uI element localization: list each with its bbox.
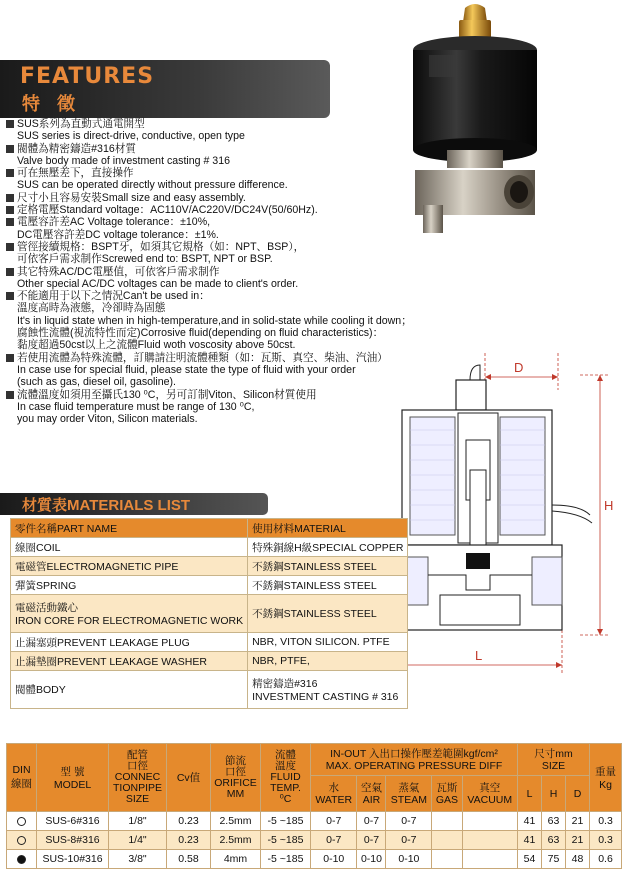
feature-line-text: It's in liquid state when in high-temperature,and in solid-state while cooling it down； — [17, 314, 412, 327]
spec-cell-steam: 0-7 — [386, 812, 432, 831]
feature-line-text: SUS can be operated directly without pressure difference. — [17, 179, 288, 192]
feature-line-text: 溫度高時為液態，冷卻時為固態 — [17, 302, 166, 315]
materials-row — [11, 557, 408, 576]
feature-line — [6, 253, 426, 265]
din-indicator-icon — [17, 817, 26, 826]
spec-cell-steam: 0-10 — [386, 850, 432, 869]
feature-line — [6, 167, 426, 179]
spec-cell-cv: 0.23 — [167, 831, 211, 850]
spec-row — [7, 812, 622, 831]
feature-line — [6, 376, 426, 388]
bullet-square-icon — [6, 120, 14, 128]
spec-cell-model: SUS-6#316 — [37, 812, 109, 831]
spec-cell-model: SUS-8#316 — [37, 831, 109, 850]
bullet-square-icon — [6, 268, 14, 276]
materials-cell-text: 電磁管ELECTROMAGNETIC PIPE — [15, 560, 179, 573]
feature-line — [6, 266, 426, 278]
spec-cell-temp: -5 ~185 — [261, 850, 311, 869]
materials-row — [11, 671, 408, 709]
materials-cell-part — [11, 652, 248, 671]
feature-line-text: 腐蝕性流體(視流特性而定)Corrosive fluid(depending on fluid characteristics)： — [17, 327, 384, 340]
feature-line-text: 尺寸小且容易安裝Small size and easy assembly. — [17, 191, 246, 204]
spec-cell-water: 0-7 — [311, 831, 357, 850]
spec-subheader-size: L — [518, 776, 542, 812]
feature-line-text: 管徑接續規格：BSPT牙，如須其它規格（如：NPT、BSP）， — [17, 240, 305, 253]
spec-cell-d: 21 — [566, 812, 590, 831]
spec-cell-vacuum — [462, 831, 517, 850]
feature-line — [6, 155, 426, 167]
spec-cell-gas — [432, 812, 462, 831]
bullet-square-icon — [6, 206, 14, 214]
feature-line — [6, 413, 426, 425]
dim-d-label: D — [514, 360, 524, 375]
features-title-zh: 特 徵 — [22, 94, 82, 114]
materials-cell-text: 不銹鋼STAINLESS STEEL — [252, 579, 377, 592]
spec-cell-water: 0-7 — [311, 812, 357, 831]
materials-header-part: 零件名稱PART NAME — [11, 519, 248, 538]
feature-line-text: 閥體為精密鑄造#316材質 — [17, 142, 136, 155]
spec-cell-conn: 3/8" — [109, 850, 167, 869]
feature-line — [6, 352, 426, 364]
valve-photo — [395, 0, 555, 235]
spec-cell-temp: -5 ~185 — [261, 831, 311, 850]
spec-cell-orifice: 4mm — [211, 850, 261, 869]
feature-line-text: 可依客戶需求制作Screwed end to: BSPT, NPT or BSP. — [17, 253, 273, 266]
spec-cell-model: SUS-10#316 — [37, 850, 109, 869]
feature-line-text: DC電壓容許差DC voltage tolerance：±1%. — [17, 228, 219, 241]
spec-row — [7, 831, 622, 850]
materials-cell-material — [248, 576, 408, 595]
materials-row — [11, 652, 408, 671]
materials-cell-text: 彈簧SPRING — [15, 579, 77, 592]
materials-cell-text: 閥體BODY — [15, 684, 66, 696]
materials-row — [11, 538, 408, 557]
spec-subheader-pressure: 空氣 AIR — [357, 776, 386, 812]
bullet-square-icon — [6, 243, 14, 251]
materials-cell-part — [11, 595, 248, 633]
bullet-square-icon — [6, 218, 14, 226]
spec-cell-kg: 0.3 — [590, 831, 622, 850]
feature-line — [6, 290, 426, 302]
materials-row — [11, 633, 408, 652]
spec-cell-conn: 1/4" — [109, 831, 167, 850]
materials-cell-text: 止漏塞頭PREVENT LEAKAGE PLUG — [15, 636, 190, 649]
spec-header-cv: Cv值 — [167, 744, 211, 812]
spec-cell-conn: 1/8" — [109, 812, 167, 831]
materials-cell-material — [248, 595, 408, 633]
spec-cell-orifice: 2.5mm — [211, 831, 261, 850]
feature-line — [6, 204, 426, 216]
spec-cell-h: 75 — [542, 850, 566, 869]
feature-line — [6, 241, 426, 253]
feature-line — [6, 339, 426, 351]
materials-cell-text: 不銹鋼STAINLESS STEEL — [252, 560, 377, 573]
feature-line — [6, 143, 426, 155]
spec-row — [7, 850, 622, 869]
feature-line-text: SUS系列為直動式通電開型 — [17, 118, 145, 130]
materials-cell-text: IRON CORE FOR ELECTROMAGNETIC WORK — [15, 615, 244, 627]
spec-subheader-pressure: 水 WATER — [311, 776, 357, 812]
spec-cell-kg: 0.3 — [590, 812, 622, 831]
spec-header-temp: 流體 溫度 FLUID TEMP. ⁰C — [261, 744, 311, 812]
spec-cell-water: 0-10 — [311, 850, 357, 869]
bullet-square-icon — [6, 145, 14, 153]
materials-row — [11, 595, 408, 633]
spec-subheader-pressure: 真空 VACUUM — [462, 776, 517, 812]
feature-line-text: (such as gas, diesel oil, gasoline). — [17, 376, 176, 389]
spec-cell-h: 63 — [542, 831, 566, 850]
spec-cell-d: 21 — [566, 831, 590, 850]
spec-cell-air: 0-10 — [357, 850, 386, 869]
feature-line — [6, 130, 426, 142]
spec-cell-cv: 0.58 — [167, 850, 211, 869]
spec-header-weight: 重量 Kg — [590, 744, 622, 812]
materials-header-row — [11, 519, 408, 538]
spec-cell-steam: 0-7 — [386, 831, 432, 850]
feature-line — [6, 216, 426, 228]
spec-header-orifice: 節流 口徑 ORIFICE MM — [211, 744, 261, 812]
materials-cell-material — [248, 652, 408, 671]
spec-subheader-size: H — [542, 776, 566, 812]
feature-line — [6, 302, 426, 314]
spec-cell-cv: 0.23 — [167, 812, 211, 831]
feature-line-text: 若使用流體為特殊流體，訂購請注明流體種類（如：瓦斯、真空、柴油、汽油） — [17, 351, 388, 364]
feature-line — [6, 192, 426, 204]
feature-line-text: In case use for special fluid, please state the type of fluid with your order — [17, 363, 356, 376]
materials-cell-material — [248, 671, 408, 709]
feature-line-text: 定格電壓Standard voltage：AC110V/AC220V/DC24V(50/60Hz). — [17, 204, 318, 217]
materials-cell-text: 精密鑄造#316 — [252, 678, 318, 690]
feature-line-text: 流體溫度如須用至攝氏130 ⁰C，另可訂制Viton、Silicon材質使用 — [17, 388, 317, 401]
feature-line-text: you may order Viton, Silicon materials. — [17, 413, 198, 426]
feature-line-text: In case fluid temperature must be range of 130 ⁰C, — [17, 400, 255, 413]
bullet-square-icon — [6, 391, 14, 399]
feature-line-text: 不能適用于以下之情況Can't be used in： — [17, 290, 210, 303]
feature-line — [6, 389, 426, 401]
materials-cell-part — [11, 633, 248, 652]
spec-header-model: 型 號 MODEL — [37, 744, 109, 812]
feature-line — [6, 118, 426, 130]
materials-cell-part — [11, 538, 248, 557]
feature-line — [6, 278, 426, 290]
feature-line-text: 黏度超過50cst以上之流體Fluid woth voscosity above 50cst. — [17, 339, 296, 352]
spec-cell-gas — [432, 850, 462, 869]
feature-line — [6, 315, 426, 327]
spec-cell-vacuum — [462, 850, 517, 869]
features-title: FEATURES — [20, 64, 155, 89]
feature-line — [6, 179, 426, 191]
spec-cell-orifice: 2.5mm — [211, 812, 261, 831]
spec-header-connect: 配管 口徑 CONNEC TIONPIPE SIZE — [109, 744, 167, 812]
feature-line-text: Other special AC/DC voltages can be made to client's order. — [17, 277, 299, 290]
materials-cell-text: INVESTMENT CASTING # 316 — [252, 691, 399, 703]
spec-subheader-size: D — [566, 776, 590, 812]
materials-cell-text: 不銹鋼STAINLESS STEEL — [252, 608, 377, 620]
materials-cell-part — [11, 576, 248, 595]
feature-line-text: 電壓容許差AC Voltage tolerance：±10%, — [17, 216, 211, 229]
materials-cell-text: NBR, PTFE, — [252, 655, 310, 667]
materials-cell-text: NBR, VITON SILICON. PTFE — [252, 636, 390, 648]
materials-table — [10, 518, 408, 709]
din-indicator-icon — [17, 855, 26, 864]
spec-header-din: DIN 線圈 — [7, 744, 37, 812]
spec-cell-gas — [432, 831, 462, 850]
features-list — [6, 118, 426, 425]
spec-cell-h: 63 — [542, 812, 566, 831]
feature-line-text: 其它特殊AC/DC電壓值，可依客戶需求制作 — [17, 265, 220, 278]
spec-cell-temp: -5 ~185 — [261, 812, 311, 831]
materials-cell-part — [11, 557, 248, 576]
feature-line-text: 可在無壓差下，直接操作 — [17, 167, 134, 180]
spec-cell-vacuum — [462, 812, 517, 831]
spec-cell-air: 0-7 — [357, 812, 386, 831]
spec-subheader-pressure: 瓦斯 GAS — [432, 776, 462, 812]
spec-cell-din — [7, 850, 37, 869]
dim-h-label: H — [604, 498, 614, 513]
spec-header-pressure: IN-OUT 入出口操作壓差範圍kgf/cm² MAX. OPERATING PRESSURE DIFF — [311, 744, 518, 776]
spec-cell-l: 54 — [518, 850, 542, 869]
feature-line-text: SUS series is direct-drive, conductive, open type — [17, 130, 245, 143]
feature-line — [6, 327, 426, 339]
materials-cell-text: 止漏墊圈PREVENT LEAKAGE WASHER — [15, 655, 207, 668]
feature-line — [6, 364, 426, 376]
spec-cell-din — [7, 831, 37, 850]
dim-l-label: L — [475, 648, 483, 663]
bullet-square-icon — [6, 292, 14, 300]
spec-cell-l: 41 — [518, 831, 542, 850]
materials-cell-part — [11, 671, 248, 709]
bullet-square-icon — [6, 354, 14, 362]
materials-cell-text: 特殊銅線H級SPECIAL COPPER — [252, 541, 404, 554]
din-indicator-icon — [17, 836, 26, 845]
materials-row — [11, 576, 408, 595]
materials-header-material: 使用材料MATERIAL — [248, 519, 408, 538]
spec-cell-din — [7, 812, 37, 831]
spec-cell-air: 0-7 — [357, 831, 386, 850]
materials-cell-text: 電磁活動鐵心 — [15, 602, 78, 614]
spec-header-size: 尺寸mm SIZE — [518, 744, 590, 776]
bullet-square-icon — [6, 194, 14, 202]
materials-cell-material — [248, 557, 408, 576]
feature-line — [6, 401, 426, 413]
feature-line — [6, 229, 426, 241]
materials-cell-text: 線圈COIL — [15, 541, 61, 554]
spec-cell-d: 48 — [566, 850, 590, 869]
materials-cell-material — [248, 538, 408, 557]
feature-line-text: Valve body made of investment casting # 316 — [17, 154, 230, 167]
spec-subheader-pressure: 蒸氣 STEAM — [386, 776, 432, 812]
materials-cell-material — [248, 633, 408, 652]
bullet-square-icon — [6, 169, 14, 177]
spec-cell-l: 41 — [518, 812, 542, 831]
spec-table — [6, 743, 622, 869]
cross-section-drawing — [380, 335, 628, 680]
materials-title: 材質表MATERIALS LIST — [22, 497, 191, 514]
spec-cell-kg: 0.6 — [590, 850, 622, 869]
